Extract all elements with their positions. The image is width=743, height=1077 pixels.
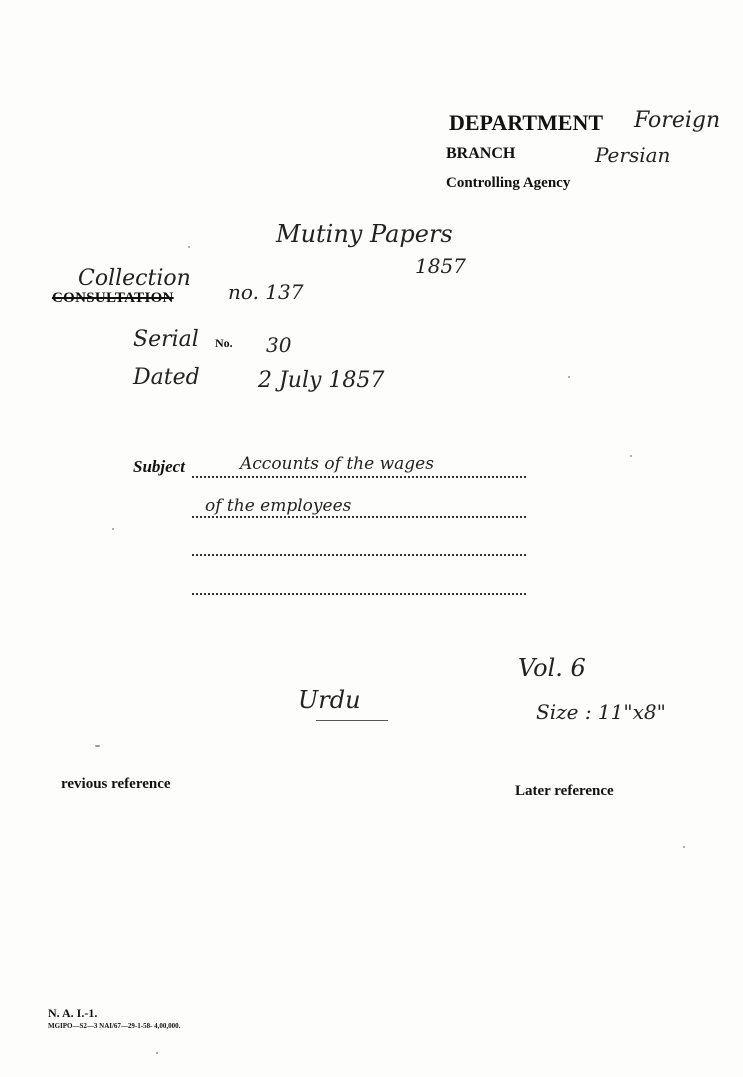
language-underline [316,720,388,721]
volume-number: Vol. 6 [518,654,586,682]
form-identifier: N. A. I.-1. [48,1006,98,1020]
branch-label: BRANCH [446,145,516,162]
scan-speck [683,846,685,848]
printer-line: MGIPO—S2—3 NAI/67—29-1-58- 4,00,000. [48,1022,181,1030]
controlling-agency-label: Controlling Agency [446,175,571,191]
previous-reference-label: revious reference [61,776,171,792]
collection-title: Mutiny Papers [276,220,453,248]
serial-handwritten: Serial [133,327,199,352]
dated-handwritten: Dated [133,365,200,390]
subject-dotted-line-4 [192,593,526,595]
scan-speck [156,1052,158,1054]
subject-dotted-line-1 [192,476,526,478]
subject-line-2: of the employees [205,496,352,516]
subject-line-1: Accounts of the wages [240,454,434,474]
serial-no-label: No. [215,336,233,350]
subject-label: Subject [133,457,185,476]
consultation-label: CONSULTATION [52,290,174,306]
later-reference-label: Later reference [515,783,614,799]
subject-dotted-line-3 [192,554,526,556]
document-size: Size : 11"x8" [536,700,666,724]
department-label: DEPARTMENT [449,110,604,135]
scan-speck [112,528,114,530]
collection-number: no. 137 [228,280,304,304]
scan-speck [188,246,190,248]
language-note: Urdu [298,686,361,714]
scan-speck [95,745,100,747]
date-value: 2 July 1857 [258,368,385,393]
department-value: Foreign [634,108,721,133]
collection-handwritten: Collection [78,266,191,291]
subject-dotted-line-2 [192,516,526,518]
collection-year: 1857 [415,254,466,278]
scan-speck [630,455,632,457]
scan-speck [568,376,570,378]
serial-no-value: 30 [266,333,292,357]
branch-value: Persian [595,143,671,167]
